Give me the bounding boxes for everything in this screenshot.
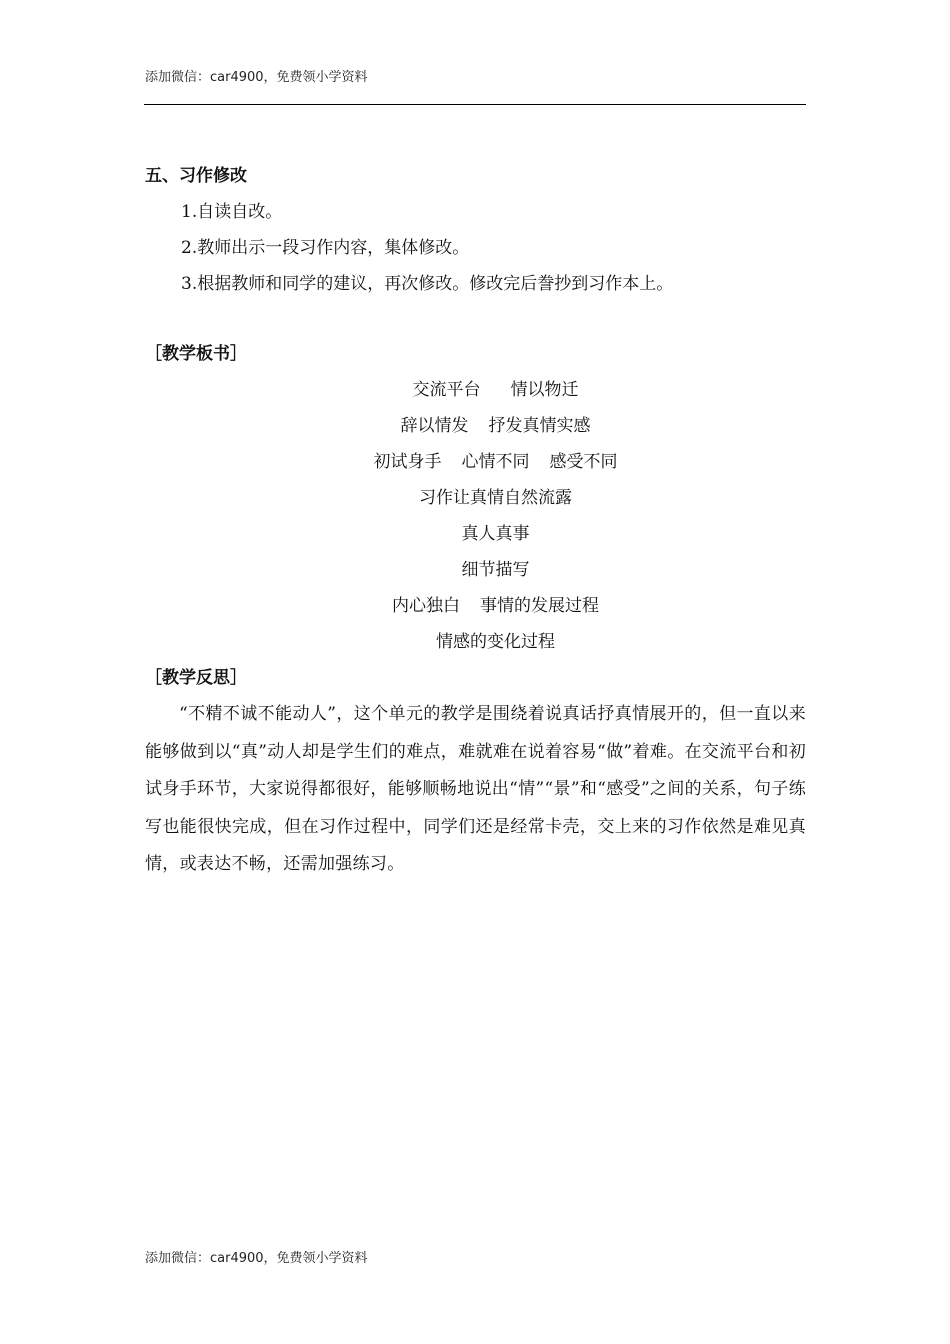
- board-line-2: [145, 408, 806, 444]
- board-text: 抒发真情实感: [488, 416, 591, 436]
- board-line-3: [145, 444, 806, 480]
- board-line-4: 习作让真情自然流露: [419, 488, 572, 508]
- document-body: [145, 158, 806, 884]
- section-heading-reflection: ［教学反思］: [145, 668, 247, 688]
- board-text: 内心独白: [392, 596, 460, 616]
- header-divider: [144, 104, 806, 105]
- revision-step-1: 1.自读自改。: [181, 202, 283, 222]
- reflection-paragraph: “不精不诚不能动人”，这个单元的教学是围绕着说真话抒真情展开的，但一直以来能够做到以“真”动人却是学生们的难点，难就难在说着容易“做”着难。在交流平台和初试身手环节，大家说得都很好，能够顺畅地说出“情”“景”和“感受”之间的关系，句子练写也能很快完成，但在习作过程中，同学们还是经常卡壳，交上来的习作依然是难见真情，或表达不畅，还需加强练习。: [145, 704, 806, 874]
- board-text: 心情不同: [461, 452, 530, 472]
- board-text: 初试身手: [373, 452, 442, 472]
- board-text: 交流平台: [412, 380, 481, 400]
- board-text: 事情的发展过程: [480, 596, 599, 616]
- board-text: 情以物迁: [510, 380, 579, 400]
- section-heading-board: ［教学板书］: [145, 344, 247, 364]
- revision-step-2: 2.教师出示一段习作内容，集体修改。: [181, 238, 470, 258]
- board-line-6: 细节描写: [461, 560, 530, 580]
- board-text: 感受不同: [549, 452, 618, 472]
- board-line-5: 真人真事: [461, 524, 530, 544]
- page-header-text: 添加微信：car4900，免费领小学资料: [145, 70, 368, 85]
- board-line-1: [145, 372, 806, 408]
- board-text: 辞以情发: [400, 416, 469, 436]
- board-line-7: [145, 588, 806, 624]
- section-heading-revision: 五、习作修改: [145, 166, 247, 186]
- page-footer-text: 添加微信：car4900，免费领小学资料: [145, 1251, 368, 1266]
- board-line-8: 情感的变化过程: [436, 632, 555, 652]
- revision-step-3: 3.根据教师和同学的建议，再次修改。修改完后誊抄到习作本上。: [181, 274, 674, 294]
